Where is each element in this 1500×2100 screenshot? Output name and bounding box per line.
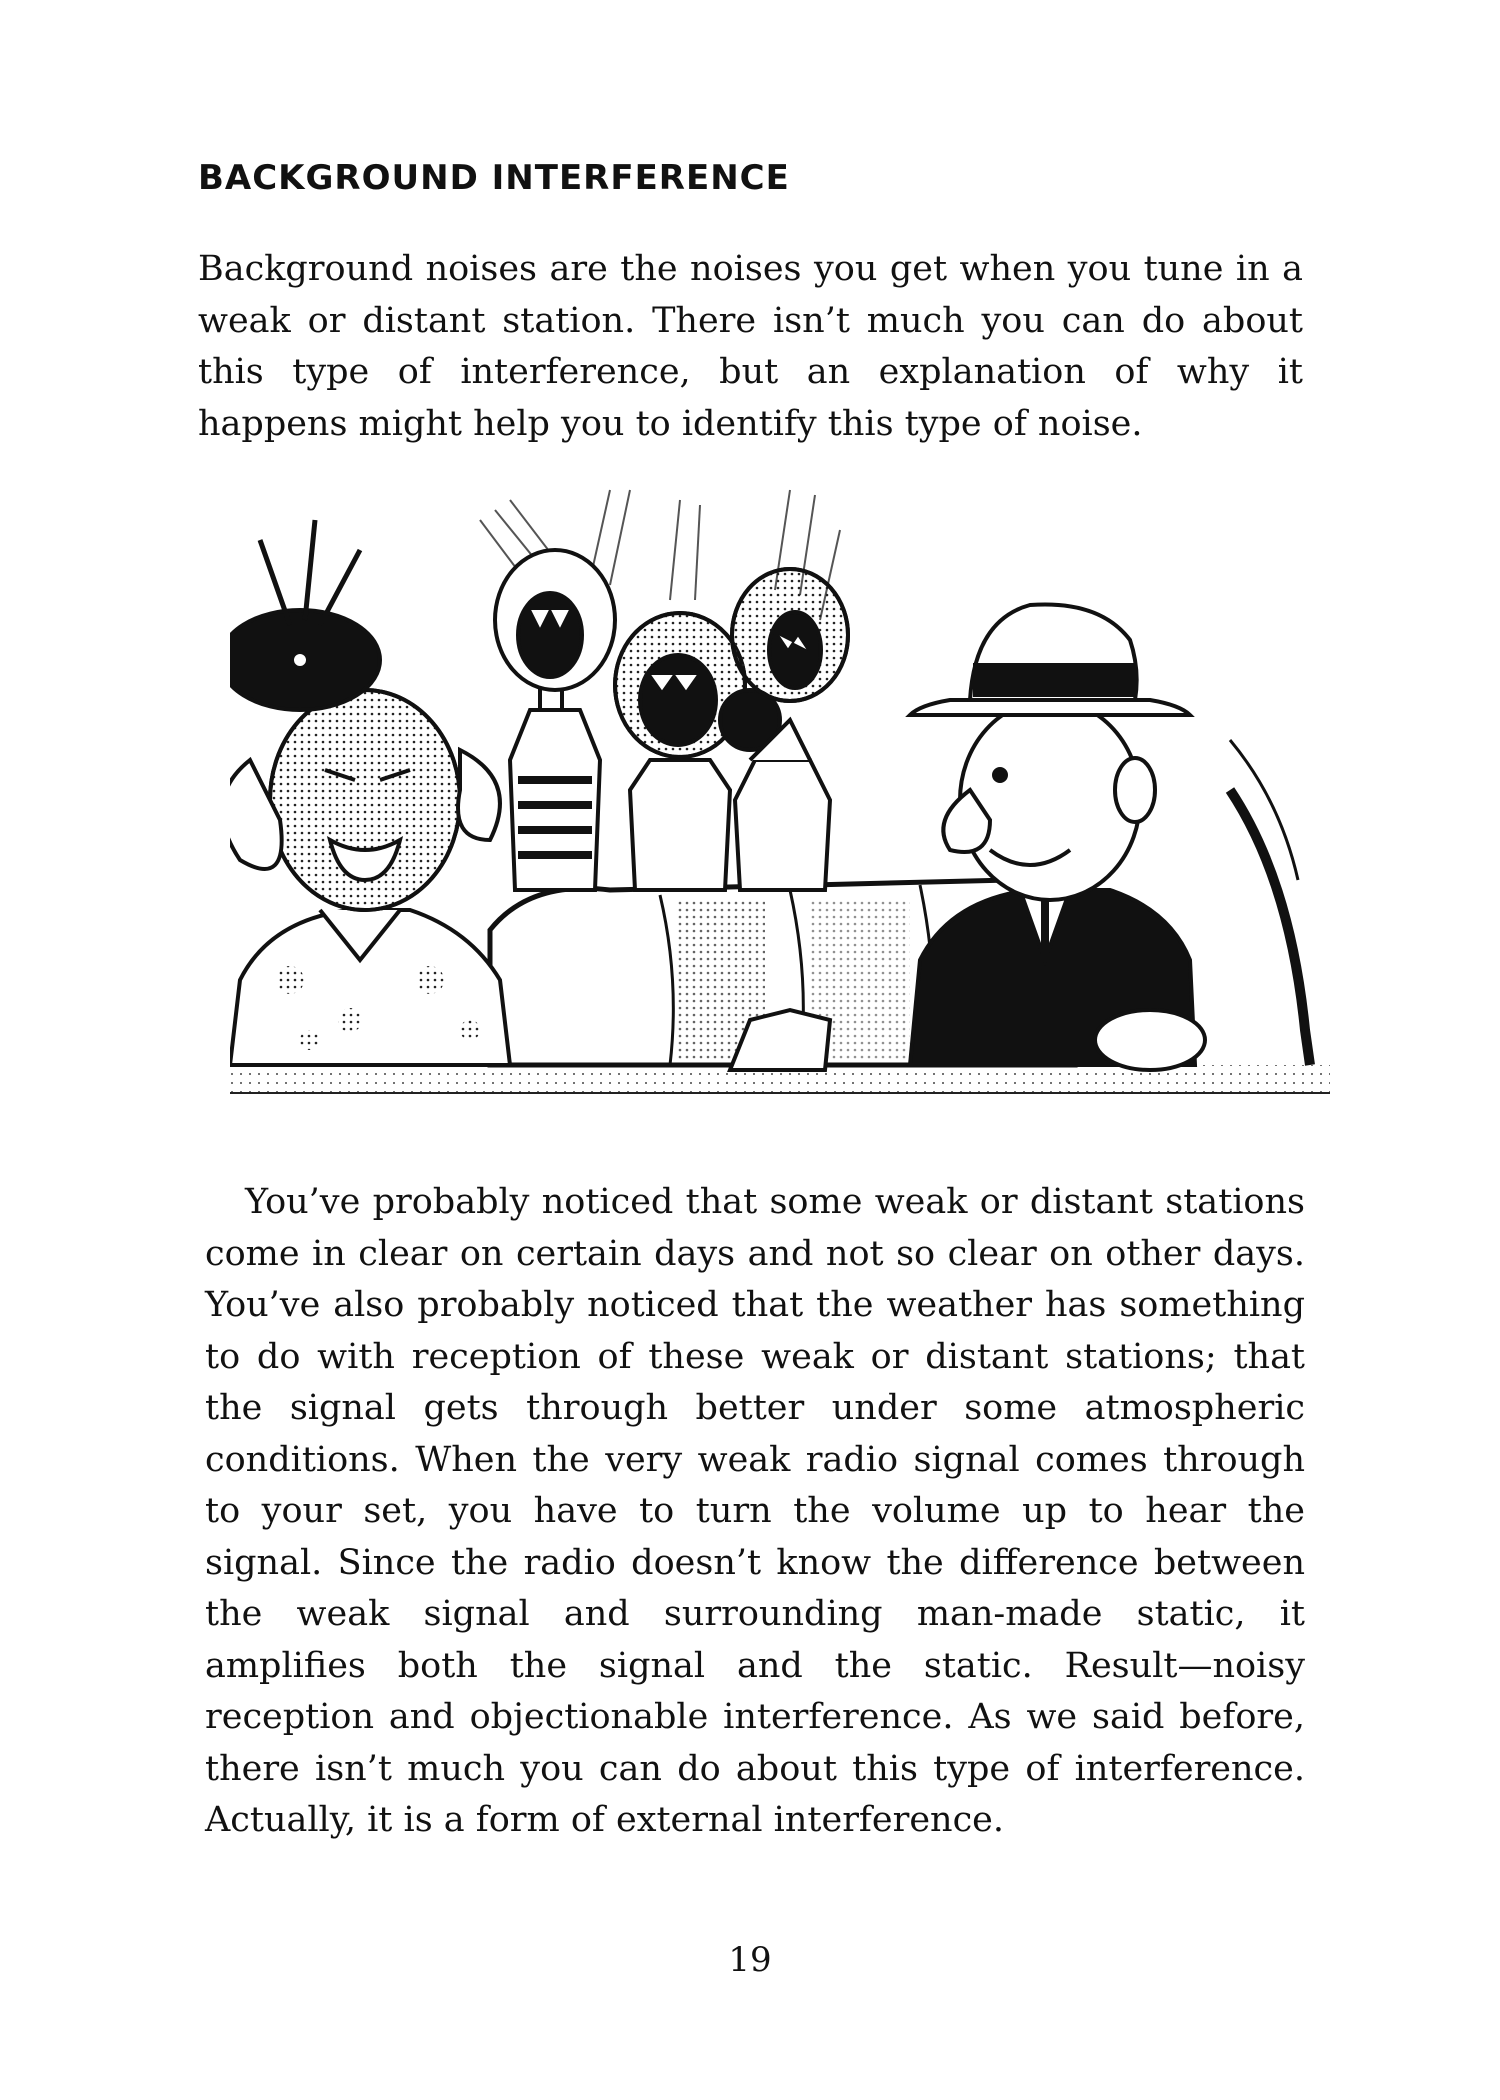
body-paragraph: You’ve probably noticed that some weak or distant stations come in clear on certain days and not so clear on other days. You’ve also probably noticed that the weather has something to do with reception of these weak or distant stations; that the signal gets through better under some atmospheric conditions. When the very weak radio signal comes through to your set, you have to turn the volume up to hear the signal. Since the radio doesn’t know the difference between the weak signal and surrounding man-made static, it amplifies both the signal and the static. Result—noisy reception and objectionable interference. As we said before, there isn’t much you can do about this type of interference. Actually, it is a form of external interference. bbox=[205, 1182, 1305, 1840]
woman-passenger bbox=[230, 520, 510, 1065]
cartoon-illustration bbox=[230, 460, 1330, 1140]
intro-paragraph: Background noises are the noises you get when you tune in a weak or distant station. There isn’t much you can do about this type of interference, but an explanation of why it happens might help you to identify this type of noise. bbox=[198, 249, 1303, 444]
child-left bbox=[495, 550, 615, 890]
section-heading: BACKGROUND INTERFERENCE bbox=[198, 158, 790, 198]
page-number: 19 bbox=[728, 1940, 772, 1980]
man-driver bbox=[910, 604, 1205, 1070]
